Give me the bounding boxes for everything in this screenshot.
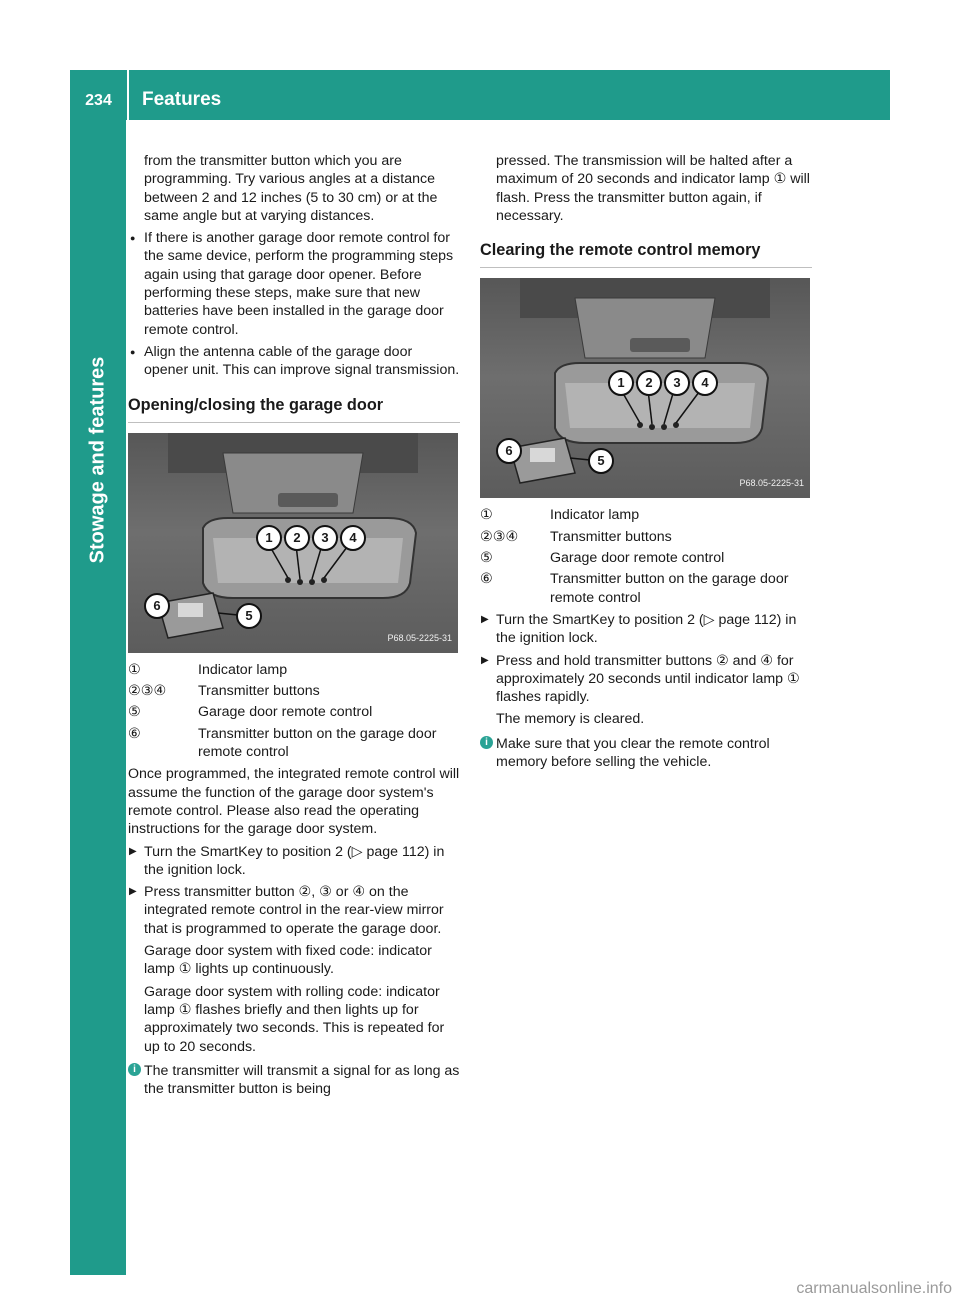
legend-key: ① [480,507,493,524]
callout-4: 4 [692,370,718,396]
info-note [480,735,812,772]
legend-row [128,703,460,721]
callout-3: 3 [312,525,338,551]
watermark: carmanualsonline.info [796,1280,952,1297]
right-column [480,152,812,771]
instruction-step: ▶ Turn the SmartKey to position 2 (▷ page 112) in the ignition lock. [480,611,812,648]
section-sidebar [70,120,126,1275]
legend-row [128,661,460,679]
legend-row [128,682,460,700]
info-text: The transmitter will transmit a signal for as long as the transmitter button is being [144,1062,460,1098]
figure-code: P68.05-2225-31 [387,632,452,643]
section-label: Stowage and features [86,356,109,564]
page-number: 234 [85,92,112,109]
legend-row [480,570,812,607]
legend-text: Garage door remote control [198,704,373,721]
info-icon: i [480,736,493,749]
callout-2: 2 [636,370,662,396]
legend-text: Indicator lamp [198,661,288,678]
page-title: Features [142,89,222,110]
callout-1: 1 [608,370,634,396]
callout-1: 1 [256,525,282,551]
legend-row [128,725,460,762]
legend-key: ⑥ [480,571,493,588]
instruction-step: ▶ Press transmitter button ②, ③ or ④ on the integrated remote control in the rear-view mirror that is programmed to operate the garage door. [128,883,460,938]
body-paragraph: Once programmed, the integrated remote control will assume the function of the garage door system's remote control. Please also read the operating instructions for the garage door system. [128,766,460,838]
header-divider [127,70,129,120]
callout-4: 4 [340,525,366,551]
legend-text: Transmitter button on the garage door remote control [550,571,789,606]
info-icon: i [128,1063,141,1076]
legend-key: ⑤ [480,550,493,567]
legend-text: Transmitter button on the garage door remote control [198,725,437,761]
legend-key: ① [128,661,141,678]
legend-text: Transmitter buttons [550,528,672,545]
bullet-item: ● Align the antenna cable of the garage door opener unit. This can improve signal transmission. [128,343,460,380]
callout-6: 6 [496,438,522,464]
legend-key: ⑥ [128,725,141,742]
callout-2: 2 [284,525,310,551]
legend-row [480,506,812,524]
step-note: The memory is cleared. [496,711,645,728]
legend-text: Transmitter buttons [198,683,320,700]
legend-key: ②③④ [128,683,167,700]
section-heading: Clearing the remote control memory [480,241,812,268]
legend-row [480,528,812,546]
legend-key: ②③④ [480,528,519,545]
legend-key: ⑤ [128,704,141,721]
callout-6: 6 [144,593,170,619]
callout-5: 5 [236,603,262,629]
mirror-figure [480,278,810,498]
callout-5: 5 [588,448,614,474]
instruction-step: ▶ Turn the SmartKey to position 2 (▷ page 112) in the ignition lock. [128,843,460,880]
legend-text: Garage door remote control [550,550,725,567]
step-note: Garage door system with fixed code: indicator lamp ① lights up continuously. [144,943,432,978]
left-column [128,152,460,1098]
intro-paragraph: from the transmitter button which you are programming. Try various angles at a distance between 2 and 12 inches (5 to 30 cm) or at the same angle but at varying distances. [144,153,438,224]
legend-row [480,549,812,567]
step-note: Garage door system with rolling code: indicator lamp ① flashes briefly and then lights up for approximately two seconds. This is repeated for up to 20 seconds. [144,983,445,1055]
legend-text: Indicator lamp [550,507,640,524]
bullet-item: ● If there is another garage door remote control for the same device, perform the programming steps again using that garage door opener. Before performing these steps, make sure that new batteries have been installed in the garage door remote control. [128,229,460,339]
figure-code: P68.05-2225-31 [739,478,804,489]
mirror-figure [128,433,458,653]
intro-paragraph: pressed. The transmission will be halted after a maximum of 20 seconds and indicator lamp ① will flash. Press the transmitter button again, if necessary. [496,153,810,224]
section-heading: Opening/closing the garage door [128,396,460,423]
callout-3: 3 [664,370,690,396]
instruction-step: ▶ Press and hold transmitter buttons ② and ④ for approximately 20 seconds until indicator lamp ① flashes rapidly. [480,652,812,707]
info-note [128,1062,460,1099]
info-text: Make sure that you clear the remote control memory before selling the vehicle. [496,735,770,771]
